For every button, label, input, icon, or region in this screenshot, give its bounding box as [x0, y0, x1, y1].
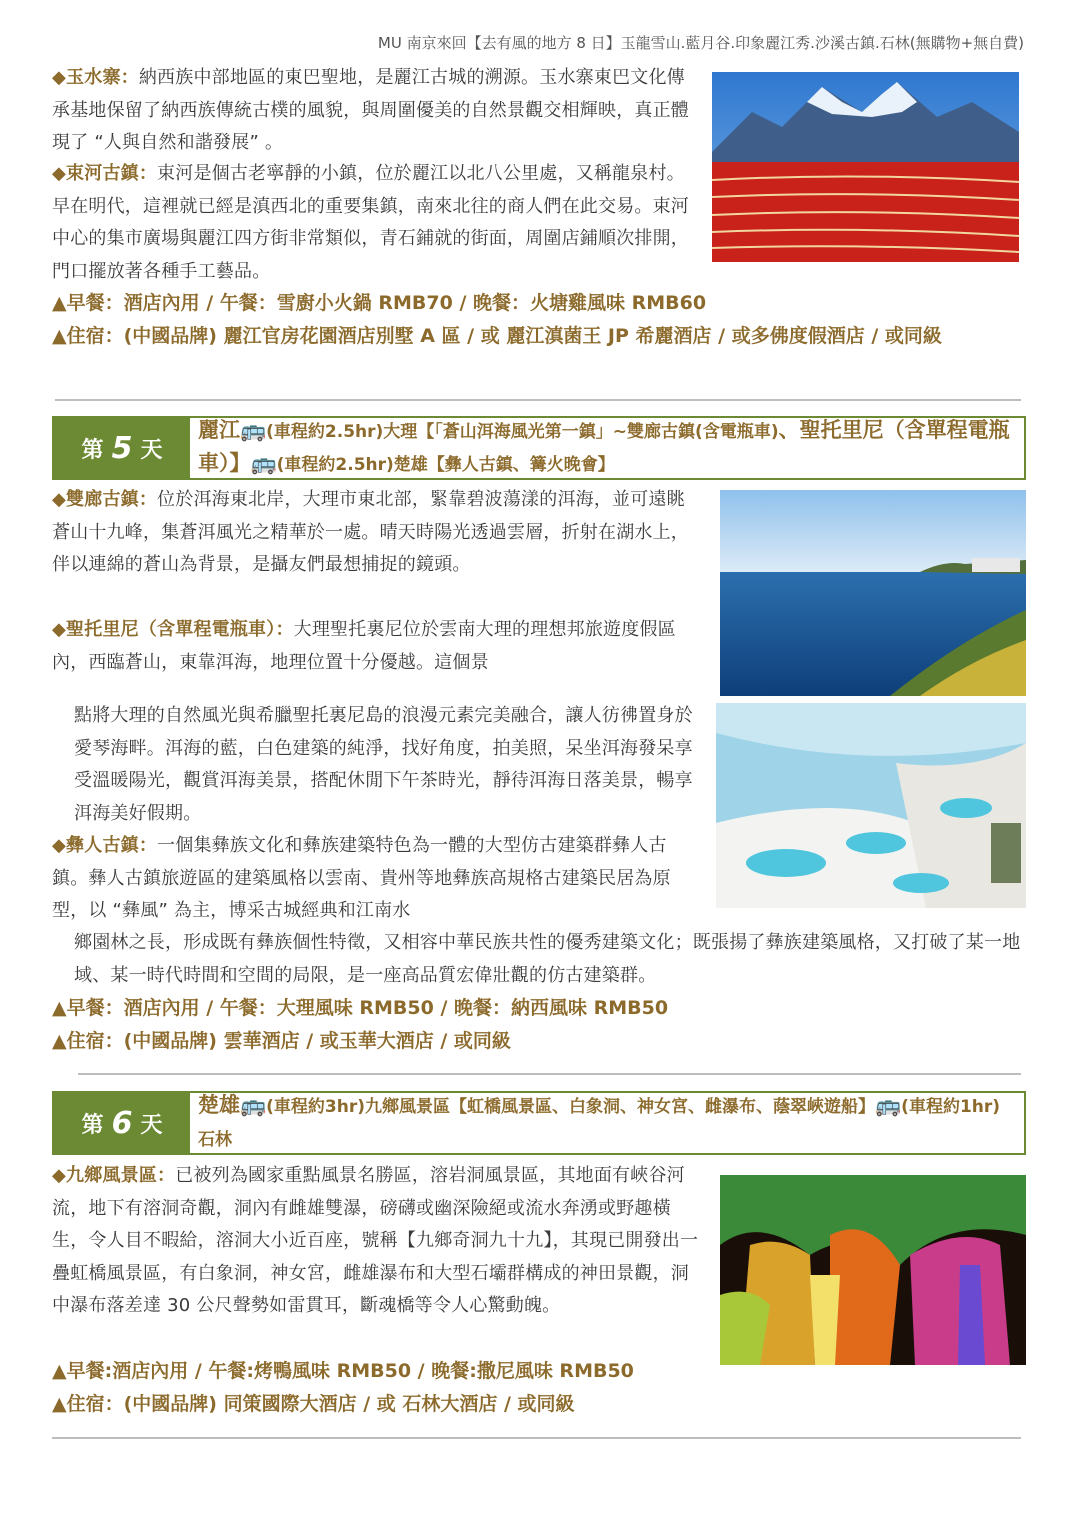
day6-number: 6: [111, 1105, 133, 1141]
day5-title-part: (車程約2.5hr)大理【「蒼山洱海風光第一鎮」~雙廊古鎮: [266, 422, 696, 442]
day6-prefix: 第: [81, 1112, 104, 1138]
document-header: MU 南京來回【去有風的地方 8 日】玉龍雪山.藍月谷.印象麗江秀.沙溪古鎮.石林(無購物+無自費): [377, 34, 1024, 52]
yushuizhai-paragraph: [52, 62, 697, 160]
impression-lijiang-photo: [712, 72, 1019, 262]
day5-number: 5: [111, 430, 133, 466]
day5-suffix: 天: [140, 437, 163, 463]
day6-title-part: 楚雄: [198, 1093, 240, 1117]
day5-title-part: 、聖托里尼（含單程電瓶車）】: [198, 418, 1010, 475]
bus-icon: 🚌: [250, 451, 277, 475]
erhai-lake-photo: [720, 490, 1026, 696]
day6-suffix: 天: [140, 1112, 163, 1138]
divider: [78, 1073, 1021, 1075]
divider: [52, 1437, 1021, 1439]
santorini-paragraph: [52, 614, 702, 679]
yushuizhai-text: 納西族中部地區的東巴聖地，是麗江古城的溯源。玉水寨東巴文化傳承基地保留了納西族傳統古樸的風貌，與周圍優美的自然景觀交相輝映，真正體現了 “人與自然和諧發展” 。: [52, 67, 689, 153]
yushuizhai-heading: ◆玉水寨：: [52, 67, 139, 88]
day6-title-part: (車程約3hr)九鄉風景區【虹橋風景區、白象洞、神女宮、雌瀑布、蔭翠峽遊船】: [266, 1097, 876, 1117]
santorini-heading: ◆聖托里尼（含單程電瓶車）：: [52, 619, 294, 640]
day5-hotel: ▲住宿：(中國品牌) 雲華酒店 / 或玉華大酒店 / 或同級: [52, 1030, 511, 1052]
day4-hotel: ▲住宿：(中國品牌) 麗江官房花園酒店別墅 A 區 / 或 麗江滇菌王 JP 希麗酒店 / 或多佛度假酒店 / 或同級: [52, 325, 942, 347]
day4-meals: ▲早餐：酒店內用 / 午餐：雪廚小火鍋 RMB70 / 晚餐：火塘雞風味 RMB60: [52, 292, 707, 314]
jiuxiang-heading: ◆九鄉風景區：: [52, 1165, 176, 1186]
day5-prefix: 第: [81, 437, 104, 463]
jiuxiang-text: 已被列為國家重點風景名勝區，溶岩洞風景區，其地面有峽谷河流，地下有溶洞奇觀，洞內有雌雄雙瀑，磅礴或幽深險絕或流水奔湧或野趣橫生，令人目不暇給，溶洞大小近百座，號稱【九鄉奇洞九十九】，其現已開發出一疊虹橋風景區，有白象洞，神女宮，雌雄瀑布和大型石壩群構成的神田景觀，洞中瀑布落差達 30 公尺聲勢如雷貫耳，斷魂橋等令人心驚動魄。: [52, 1165, 699, 1316]
shuanglang-heading: ◆雙廊古鎮：: [52, 489, 158, 510]
jiuxiang-paragraph: [52, 1160, 702, 1323]
day6-badge: [54, 1093, 190, 1153]
day6-title: [190, 1093, 1024, 1153]
day6-hotel: ▲住宿：(中國品牌) 同策國際大酒店 / 或 石林大酒店 / 或同級: [52, 1393, 575, 1415]
divider: [55, 399, 1021, 401]
day6-title-part: (車程約1hr) 石林: [198, 1097, 1001, 1150]
yiren-paragraph: [52, 830, 702, 928]
day5-meals: ▲早餐：酒店內用 / 午餐：大理風味 RMB50 / 晚餐：納西風味 RMB50: [52, 997, 669, 1019]
jiuxiang-cave-photo: [720, 1175, 1026, 1365]
shuanglang-paragraph: [52, 484, 702, 582]
bus-icon: 🚌: [875, 1093, 902, 1117]
bus-icon: 🚌: [240, 418, 267, 442]
shuhe-text: 束河是個古老寧靜的小鎮，位於麗江以北八公里處，又稱龍泉村。早在明代，這裡就已經是滇西北的重要集鎮，南來北往的商人們在此交易。束河中心的集市廣場與麗江四方街非常類似，青石鋪就的街面，周圍店鋪順次排開，門口擺放著各種手工藝品。: [52, 163, 689, 282]
santorini-paragraph-cont: 點將大理的自然風光與希臘聖托裏尼島的浪漫元素完美融合，讓人彷彿置身於愛琴海畔。洱海的藍，白色建築的純淨，找好角度，拍美照，呆坐洱海發呆享受溫暖陽光，觀賞洱海美景，搭配休閒下午茶時光，靜待洱海日落美景，暢享洱海美好假期。: [74, 705, 693, 824]
day5-header: [52, 416, 1026, 480]
yiren-text: 一個集彝族文化和彝族建築特色為一體的大型仿古建築群彝人古鎮。彝人古鎮旅遊區的建築風格以雲南、貴州等地彝族高規格古建築民居為原型，以 “彝風” 為主，博采古城經典和江南水: [52, 835, 671, 921]
day5-title-part: (含電瓶車): [695, 422, 779, 442]
yiren-heading: ◆彝人古鎮：: [52, 835, 158, 856]
day5-badge: [54, 418, 190, 478]
yiren-paragraph-cont: 鄉園林之長，形成既有彝族個性特徵，又相容中華民族共性的優秀建築文化；既張揚了彝族建築風格，又打破了某一地域、某一時代時間和空間的局限，是一座高品質宏偉壯觀的仿古建築群。: [74, 932, 1021, 986]
santorini-photo: [716, 703, 1026, 908]
santorini-text: 大理聖托裏尼位於雲南大理的理想邦旅遊度假區內，西臨蒼山，東靠洱海，地理位置十分優越。這個景: [52, 619, 676, 673]
day6-header: [52, 1091, 1026, 1155]
day5-title-part: 麗江: [198, 418, 240, 442]
shuhe-paragraph: [52, 158, 697, 288]
shuhe-heading: ◆束河古鎮：: [52, 163, 158, 184]
day5-title: [190, 418, 1024, 478]
bus-icon: 🚌: [240, 1093, 267, 1117]
day5-title-part: (車程約2.5hr)楚雄【彝人古鎮、篝火晚會】: [276, 455, 615, 475]
day6-meals: ▲早餐:酒店內用 / 午餐:烤鴨風味 RMB50 / 晚餐:撒尼風味 RMB50: [52, 1360, 634, 1382]
shuanglang-text: 位於洱海東北岸，大理市東北部，緊靠碧波蕩漾的洱海，並可遠眺蒼山十九峰，集蒼洱風光之精華於一處。晴天時陽光透過雲層，折射在湖水上，伴以連綿的蒼山為背景，是攝友們最想捕捉的鏡頭。: [52, 489, 689, 575]
